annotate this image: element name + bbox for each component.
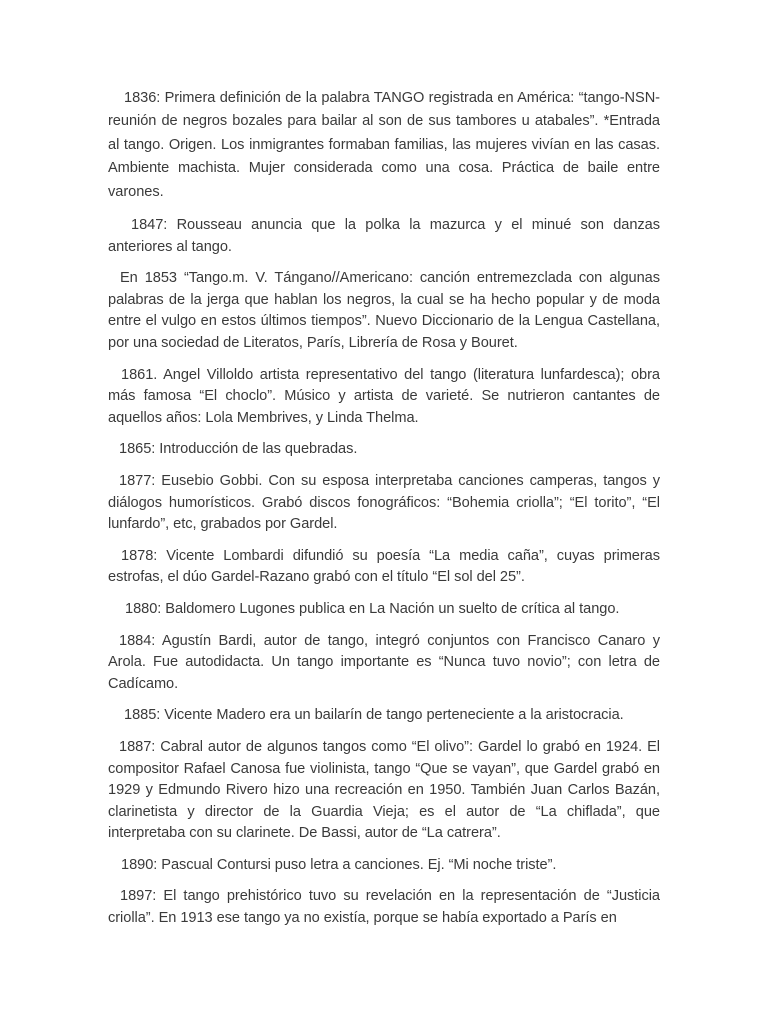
paragraph-1890: 1890: Pascual Contursi puso letra a canciones. Ej. “Mi noche triste”. <box>121 856 557 873</box>
paragraph-1884: 1884: Agustín Bardi, autor de tango, integró conjuntos con Francisco Canaro y Arola. Fue autodidacta. Un tango importante es “Nunca tuvo novio”; con letra de Cadícamo. <box>108 632 660 692</box>
paragraph-1847: 1847: Rousseau anuncia que la polka la mazurca y el minué son danzas anteriores al tango. <box>108 217 660 255</box>
paragraph-1885: 1885: Vicente Madero era un bailarín de tango perteneciente a la aristocracia. <box>124 707 624 724</box>
paragraph-1887: 1887: Cabral autor de algunos tangos como “El olivo”: Gardel lo grabó en 1924. El compositor Rafael Canosa fue violinista, tango “Que se vayan”, que Gardel grabó en 1929 y Edmundo Rivero hizo una recreación en 1950. También Juan Carlos Bazán, clarinetista y director de la Guardia Vieja; es el autor de “La chiflada”, que interpretaba con su clarinete. De Bassi, autor de “La catrera”. <box>108 738 660 842</box>
paragraph-1897: 1897: El tango prehistórico tuvo su revelación en la representación de “Justicia criolla”. En 1913 ese tango ya no existía, porque se había exportado a París en <box>108 888 660 927</box>
paragraph-1880: 1880: Baldomero Lugones publica en La Nación un suelto de crítica al tango. <box>125 600 620 617</box>
paragraph-1878: 1878: Vicente Lombardi difundió su poesía “La media caña”, cuyas primeras estrofas, el dúo Gardel-Razano grabó con el título “El sol del 25”. <box>108 547 660 586</box>
paragraph-1861: 1861. Angel Villoldo artista representativo del tango (literatura lunfardesca); obra más famosa “El choclo”. Músico y artista de varieté. Se nutrieron cantantes de aquellos años: Lola Membrives, y Linda Thelma. <box>108 366 660 426</box>
paragraph-1877: 1877: Eusebio Gobbi. Con su esposa interpretaba canciones camperas, tangos y diálogos humorísticos. Grabó discos fonográficos: “Bohemia criolla”; “El torito”, “El lunfardo”, etc, grabados por Gardel. <box>108 472 660 533</box>
paragraph-1865: 1865: Introducción de las quebradas. <box>119 441 358 458</box>
paragraph-1853: En 1853 “Tango.m. V. Tángano//Americano: canción entremezclada con algunas palabras de la jerga que hablan los negros, la cual se ha hecho popular y de moda entre el vulgo en estos últimos tiempos”. Nuevo Diccionario de la Lengua Castellana, por una sociedad de Literatos, París, Librería de Rosa y Bouret. <box>108 270 660 351</box>
paragraph-1836: 1836: Primera definición de la palabra TANGO registrada en América: “tango-NSN-reunión de negros bozales para bailar al son de sus tambores u atabales”. *Entrada al tango. Origen. Los inmigrantes formaban familias, las mujeres vivían en las casas. Ambiente machista. Mujer considerada como una cosa. Práctica de baile entre varones. <box>108 90 660 200</box>
